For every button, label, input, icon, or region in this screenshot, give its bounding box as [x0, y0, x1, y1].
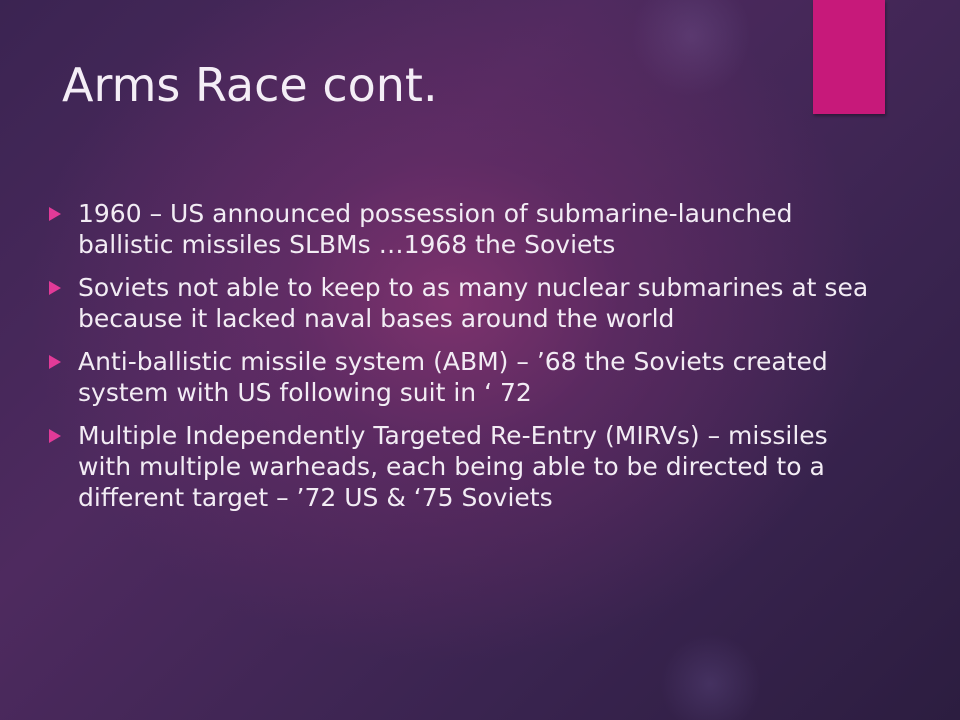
bullet-text: 1960 – US announced possession of submarine-launched ballistic missiles SLBMs …1968 the Soviets	[78, 199, 793, 259]
bullet-list	[46, 198, 876, 525]
triangle-right-icon	[49, 355, 61, 369]
triangle-right-icon	[49, 207, 61, 221]
triangle-right-icon	[49, 281, 61, 295]
accent-bar	[813, 0, 885, 114]
bullet-text: Multiple Independently Targeted Re-Entry (MIRVs) – missiles with multiple warheads, each being able to be directed to a different target – ’72 US & ‘75 Soviets	[78, 421, 828, 512]
bullet-text: Anti-ballistic missile system (ABM) – ’68 the Soviets created system with US following suit in ‘ 72	[78, 347, 828, 407]
bullet-item	[46, 272, 876, 334]
triangle-right-icon	[49, 429, 61, 443]
bullet-item	[46, 198, 876, 260]
bullet-item	[46, 346, 876, 408]
bullet-item	[46, 420, 876, 513]
slide-title: Arms Race cont.	[62, 58, 438, 112]
bullet-text: Soviets not able to keep to as many nuclear submarines at sea because it lacked naval bases around the world	[78, 273, 869, 333]
